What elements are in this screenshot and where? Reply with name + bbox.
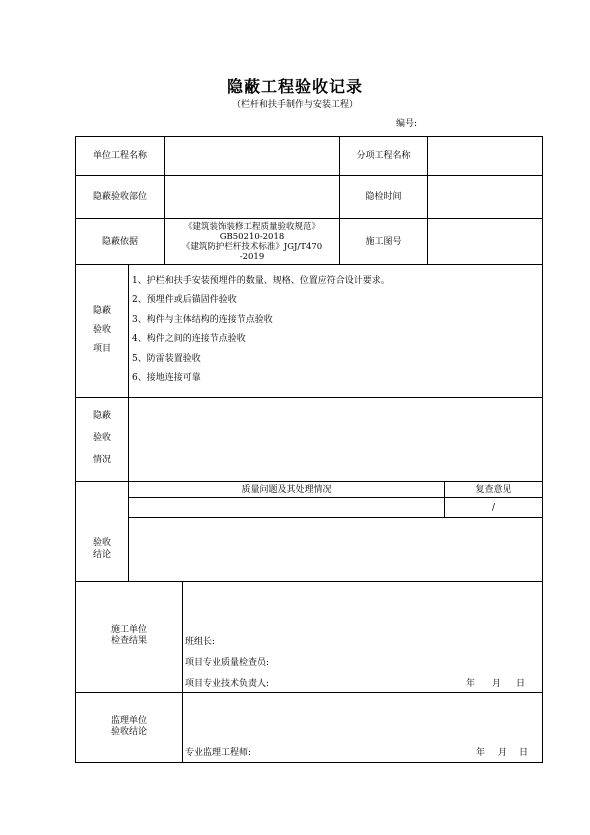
sub-project-label: 分项工程名称 xyxy=(356,151,411,161)
supervision-date-month: 月 xyxy=(498,748,508,758)
situation-label: 隐蔽 验收 情况 xyxy=(92,411,111,465)
review-opinion-header: 复查意见 xyxy=(475,484,512,495)
quality-inspector-label: 项目专业质量检查员: xyxy=(185,658,270,668)
construction-label: 施工单位 检查结果 xyxy=(110,625,147,646)
review-opinion-value: / xyxy=(491,502,496,513)
list-item: 3、构件与主体结构的连接节点验收 xyxy=(132,314,273,325)
conclusion-value[interactable] xyxy=(129,518,542,581)
situation-value[interactable] xyxy=(129,398,542,481)
basis-line: -2019 xyxy=(239,251,265,262)
quality-issues-header: 质量问题及其处理情况 xyxy=(241,484,332,495)
page-title: 隐蔽工程验收记录 xyxy=(226,77,363,96)
inspection-time-value[interactable] xyxy=(428,176,542,218)
basis-line: GB50210-2018 xyxy=(219,231,285,242)
list-item: 6、接地连接可靠 xyxy=(132,373,201,384)
list-item: 5、防雷装置验收 xyxy=(132,353,201,364)
conclusion-label: 验收 结论 xyxy=(92,538,111,560)
list-item: 1、护栏和扶手安装预埋件的数量、规格、位置应符合设计要求。 xyxy=(132,276,390,286)
unit-project-value[interactable] xyxy=(165,137,339,175)
hidden-part-label: 隐蔽验收部位 xyxy=(92,192,147,202)
supervision-engineer-label: 专业监理工程师: xyxy=(185,748,252,758)
drawing-no-value[interactable] xyxy=(428,219,542,264)
items-label: 隐蔽 验收 项目 xyxy=(92,305,111,354)
supervision-label: 监理单位 验收结论 xyxy=(110,716,147,737)
page-subtitle: （栏杆和扶手制作与安装工程） xyxy=(231,100,358,110)
construction-date-month: 月 xyxy=(492,679,502,689)
items-list xyxy=(132,272,390,388)
construction-date-year: 年 xyxy=(466,679,476,689)
sub-project-value[interactable] xyxy=(428,137,542,175)
inspection-time-label: 隐检时间 xyxy=(365,192,402,202)
list-item: 4、构件之间的连接节点验收 xyxy=(132,334,246,345)
basis-line: 《建筑防护栏杆技术标准》JGJ/T470 xyxy=(181,241,323,252)
supervision-date-year: 年 xyxy=(476,748,486,758)
drawing-no-label: 施工图号 xyxy=(365,236,402,247)
construction-date-day: 日 xyxy=(516,679,526,689)
unit-project-label: 单位工程名称 xyxy=(92,151,147,161)
team-leader-label: 班组长: xyxy=(185,637,216,647)
quality-issues-value[interactable] xyxy=(129,498,444,517)
supervision-date-day: 日 xyxy=(519,748,529,758)
basis-line: 《建筑装饰装修工程质量验收规范》 xyxy=(183,221,320,232)
record-number-label: 编号: xyxy=(396,119,418,129)
basis-value xyxy=(165,219,339,264)
tech-lead-label: 项目专业技术负责人: xyxy=(185,679,270,689)
basis-label: 隐蔽依据 xyxy=(101,236,138,247)
hidden-part-value[interactable] xyxy=(165,176,339,218)
list-item: 2、预埋件或后锚固件验收 xyxy=(132,295,237,306)
